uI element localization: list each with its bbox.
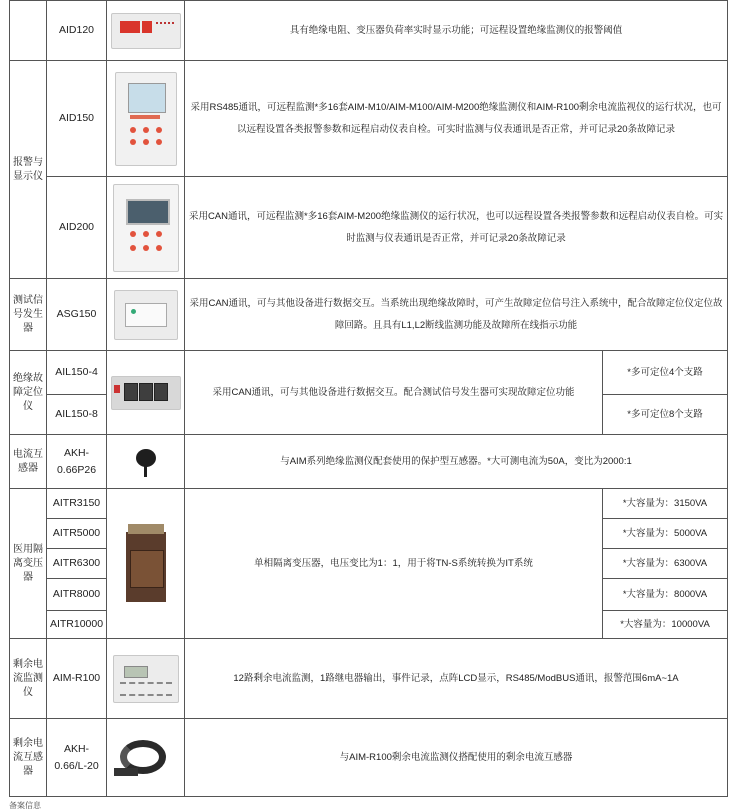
desc-ail150: 采用CAN通讯，可与其他设备进行数据交互。配合测试信号发生器可实现故障定位功能 <box>185 351 603 435</box>
desc-akh-l: 与AIM-R100剩余电流监测仪搭配使用的剩余电流互感器 <box>185 719 728 797</box>
desc-aid200: 采用CAN通讯，可远程监测*多16套AIM-M200绝缘监测仪的运行状况，也可以远程设置各类报警参数和远程启动仪表自检。可实时监测与仪表通讯是否正常，并可记录20条故障记录 <box>185 177 728 279</box>
aid120-device-image <box>111 13 181 49</box>
ail150-device-image <box>111 376 181 410</box>
category-current-transformer: 电流互感器 <box>10 435 47 489</box>
akh-transformer-image <box>133 447 159 477</box>
aitr-transformer-image <box>122 522 170 606</box>
desc-aid120: 具有绝缘电阻、变压器负荷率实时显示功能；可远程设置绝缘监测仪的报警阈值 <box>185 1 728 61</box>
product-image-cell <box>107 435 185 489</box>
model-aid120: AID120 <box>47 1 107 61</box>
desc-aitr: 单相隔离变压器，电压变比为1：1，用于将TN-S系统转换为IT系统 <box>185 489 603 639</box>
model-aim-r100: AIM-R100 <box>47 639 107 719</box>
asg150-device-image <box>114 290 178 340</box>
model-aitr8000: AITR8000 <box>47 579 107 611</box>
product-image-cell <box>107 1 185 61</box>
footnote: 备案信息 <box>9 801 41 810</box>
category-residual-current-monitor: 剩余电流监测仪 <box>10 639 47 719</box>
model-ail150-8: AIL150-8 <box>47 395 107 435</box>
table-row <box>10 351 728 395</box>
table-row <box>10 719 728 797</box>
product-image-cell <box>107 61 185 177</box>
spec-ail150-8: *多可定位8个支路 <box>603 395 728 435</box>
product-image-cell <box>107 719 185 797</box>
desc-aim-r100: 12路剩余电流监测，1路继电器输出，事件记录，点阵LCD显示，RS485/ModBUS通讯，报警范围6mA~1A <box>185 639 728 719</box>
table-row <box>10 61 728 177</box>
desc-aid150: 采用RS485通讯，可远程监测*多16套AIM-M10/AIM-M100/AIM-M200绝缘监测仪和AIM-R100剩余电流监视仪的运行状况，也可以远程设置各类报警参数和远程启动仪表自检。可实时监测与仪表通讯是否正常，并可记录20条故障记录 <box>185 61 728 177</box>
product-image-cell <box>107 279 185 351</box>
category-cell <box>10 1 47 61</box>
category-residual-current-transformer: 剩余电流互感器 <box>10 719 47 797</box>
table-row <box>10 1 728 61</box>
model-akh-0.66-l-20: AKH-0.66/L-20 <box>47 719 107 797</box>
spec-aitr5000: *大容量为：5000VA <box>603 519 728 549</box>
model-aitr3150: AITR3150 <box>47 489 107 519</box>
model-aid200: AID200 <box>47 177 107 279</box>
category-test-signal-generator: 测试信号发生器 <box>10 279 47 351</box>
product-table <box>9 0 728 797</box>
model-aitr6300: AITR6300 <box>47 549 107 579</box>
aid150-device-image <box>115 72 177 166</box>
table-row <box>10 489 728 519</box>
table-row <box>10 279 728 351</box>
category-insulation-fault-locator: 绝缘故障定位仪 <box>10 351 47 435</box>
spec-aitr8000: *大容量为：8000VA <box>603 579 728 611</box>
model-akh-0.66p26: AKH-0.66P26 <box>47 435 107 489</box>
model-aid150: AID150 <box>47 61 107 177</box>
model-asg150: ASG150 <box>47 279 107 351</box>
model-ail150-4: AIL150-4 <box>47 351 107 395</box>
model-aitr5000: AITR5000 <box>47 519 107 549</box>
table-row <box>10 435 728 489</box>
table-row <box>10 639 728 719</box>
spec-ail150-4: *多可定位4个支路 <box>603 351 728 395</box>
category-alarm-display: 报警与显示仪 <box>10 61 47 279</box>
category-medical-isolation-transformer: 医用隔离变压器 <box>10 489 47 639</box>
akh-l-transformer-image <box>112 738 180 778</box>
spec-aitr10000: *大容量为：10000VA <box>603 611 728 639</box>
product-image-cell <box>107 489 185 639</box>
model-aitr10000: AITR10000 <box>47 611 107 639</box>
product-image-cell <box>107 177 185 279</box>
spec-aitr6300: *大容量为：6300VA <box>603 549 728 579</box>
spec-aitr3150: *大容量为：3150VA <box>603 489 728 519</box>
aid200-device-image <box>113 184 179 272</box>
aim-r100-device-image <box>113 655 179 703</box>
desc-asg150: 采用CAN通讯，可与其他设备进行数据交互。当系统出现绝缘故障时，可产生故障定位信号注入系统中，配合故障定位仪定位故障回路。且具有L1,L2断线监测功能及故障所在线指示功能 <box>185 279 728 351</box>
desc-akh: 与AIM系列绝缘监测仪配套使用的保护型互感器。*大可测电流为50A，变比为2000:1 <box>185 435 728 489</box>
product-image-cell <box>107 351 185 435</box>
table-row <box>10 177 728 279</box>
product-image-cell <box>107 639 185 719</box>
